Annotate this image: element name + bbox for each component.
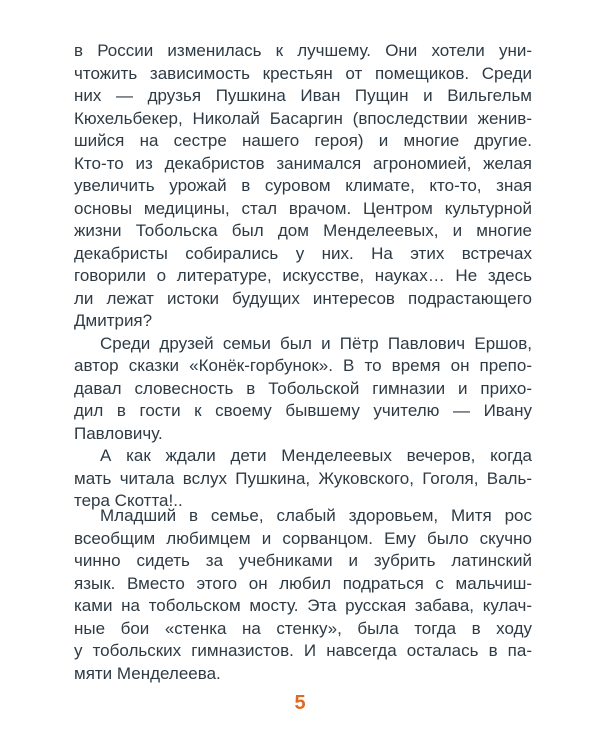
text-line: мать читала вслух Пушкина, Жуковского, Гоголя, Валь- [74,468,532,488]
text-line: них — друзья Пушкина Иван Пущин и Вильгельм [74,86,532,105]
text-line: говорили о литературе, искусстве, науках… Не здесь [74,266,532,285]
text-line: тера Скотта!.. [74,491,183,510]
text-line: дил в гости к своему бывшему учителю — Ивану [74,401,532,420]
text-line: ками на тобольском мосту. Эта русская забава, кулач- [74,596,532,615]
text-line: язык. Вместо этого он любил подраться с мальчиш- [74,573,532,593]
text-line: Кюхельбекер, Николай Басаргин (впоследствии женив- [74,108,532,128]
text-line: Павловичу. [74,423,163,443]
page-number: 5 [294,692,306,714]
text-line: шийся на сестре нашего героя) и многие другие. [74,131,532,150]
text-line: чтожить зависимость крестьян от помещиков. Среди [74,63,532,83]
text-line: Дмитрия? [74,311,153,330]
text-line: ные бои «стенка на стенку», была тогда в ходу [74,618,532,638]
text-line: автор сказки «Конёк-горбунок». В то время он препо- [74,356,532,375]
text-line: в России изменилась к лучшему. Они хотели уни- [74,41,532,60]
text-line: увеличить урожай в суровом климате, кто-то, зная [74,176,532,195]
text-line: Среди друзей семьи был и Пётр Павлович Ершов, [100,333,532,353]
text-block-lower [74,505,532,685]
text-line: декабристы собирались у них. На этих встречах [74,243,532,263]
text-line: Младший в семье, слабый здоровьем, Митя рос [100,506,532,525]
text-line: жизни Тобольска был дом Менделеевых, и многие [74,221,532,240]
text-line: давал словесность в Тобольской гимназии и прихо- [74,378,532,398]
text-line: всеобщим любимцем и сорванцом. Ему было скучно [74,528,532,548]
text-block-upper [74,40,532,513]
text-line: основы медицины, стал врачом. Центром культурной [74,198,532,218]
text-line: Кто-то из декабристов занимался агрономией, желая [74,153,532,173]
text-line: мяти Менделеева. [74,663,221,683]
text-line: у тобольских гимназистов. И навсегда осталась в па- [74,641,532,660]
text-line: А как ждали дети Менделеевых вечеров, когда [100,446,532,465]
text-line: чинно сидеть за учебниками и зубрить латинский [74,551,532,570]
text-line: ли лежат истоки будущих интересов подрастающего [74,288,532,308]
